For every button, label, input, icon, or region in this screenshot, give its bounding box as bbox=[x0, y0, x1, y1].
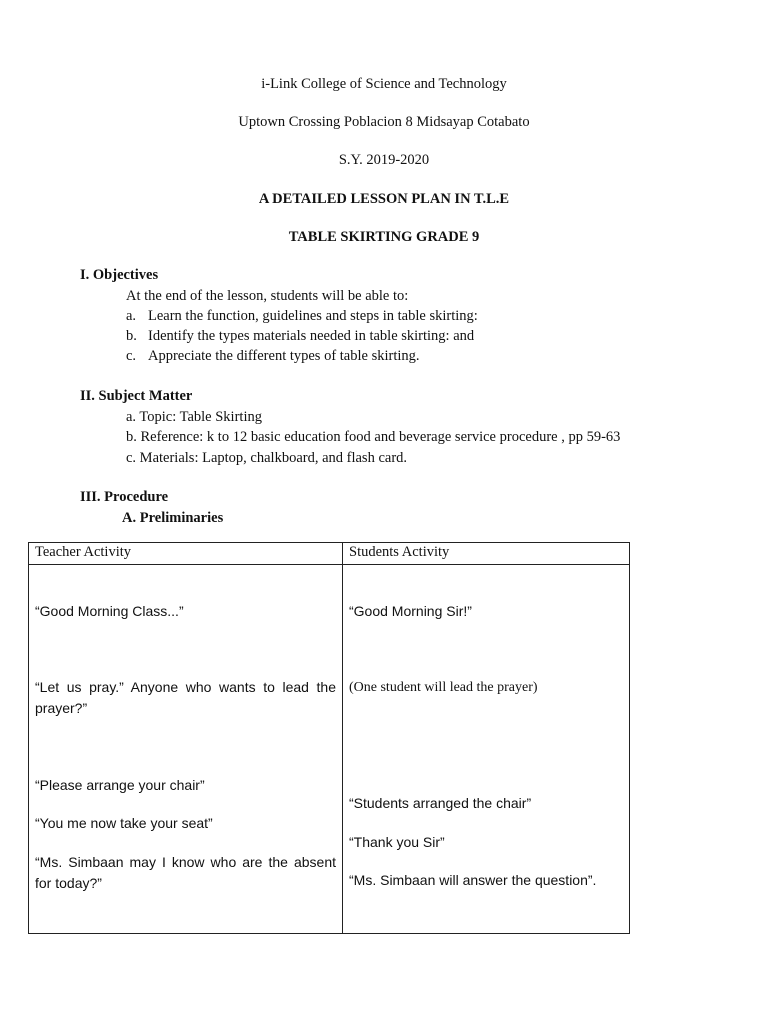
objective-item bbox=[126, 328, 474, 345]
school-name: i-Link College of Science and Technology bbox=[261, 76, 507, 92]
subject-matter-reference: b. Reference: k to 12 basic education food and beverage service procedure , pp 59-63 bbox=[126, 429, 621, 445]
objective-marker: a. bbox=[126, 308, 137, 324]
objective-item bbox=[126, 348, 420, 365]
student-line: “Students arranged the chair” bbox=[349, 795, 532, 811]
teacher-activity-header: Teacher Activity bbox=[29, 543, 343, 565]
student-line: (One student will lead the prayer) bbox=[349, 680, 538, 695]
teacher-activity-cell bbox=[29, 565, 343, 934]
objectives-heading: I. Objectives bbox=[80, 267, 159, 283]
objective-text: Learn the function, guidelines and steps in table skirting: bbox=[148, 308, 478, 324]
student-line: “Ms. Simbaan will answer the question”. bbox=[349, 872, 597, 888]
teacher-line: “You me now take your seat” bbox=[35, 815, 213, 831]
objectives-intro: At the end of the lesson, students will be able to: bbox=[126, 288, 409, 304]
objective-marker: b. bbox=[126, 328, 137, 344]
objective-item bbox=[126, 308, 478, 325]
objective-marker: c. bbox=[126, 348, 137, 364]
students-activity-cell bbox=[343, 565, 630, 934]
student-line: “Good Morning Sir!” bbox=[349, 603, 472, 619]
subject-matter-heading: II. Subject Matter bbox=[80, 388, 193, 404]
teacher-line: “Let us pray.” Anyone who wants to lead the prayer?” bbox=[35, 679, 336, 716]
school-address: Uptown Crossing Poblacion 8 Midsayap Cotabato bbox=[238, 114, 530, 130]
table-row bbox=[29, 565, 630, 934]
procedure-heading: III. Procedure bbox=[80, 489, 169, 505]
document-title: A DETAILED LESSON PLAN IN T.L.E bbox=[258, 191, 510, 207]
table-header-row bbox=[29, 543, 630, 565]
objective-text: Appreciate the different types of table skirting. bbox=[148, 348, 420, 364]
activity-table bbox=[28, 542, 630, 934]
subject-matter-topic: a. Topic: Table Skirting bbox=[126, 409, 262, 425]
school-year: S.Y. 2019-2020 bbox=[338, 152, 430, 168]
teacher-line: “Good Morning Class...” bbox=[35, 603, 184, 619]
objective-text: Identify the types materials needed in table skirting: and bbox=[148, 328, 475, 344]
subject-matter-materials: c. Materials: Laptop, chalkboard, and flash card. bbox=[126, 450, 408, 466]
teacher-line: “Ms. Simbaan may I know who are the absent for today?” bbox=[35, 854, 336, 891]
students-activity-header: Students Activity bbox=[343, 543, 630, 565]
document-subtitle: TABLE SKIRTING GRADE 9 bbox=[288, 229, 480, 245]
preliminaries-heading: A. Preliminaries bbox=[122, 510, 224, 526]
teacher-line: “Please arrange your chair” bbox=[35, 777, 205, 793]
student-line: “Thank you Sir” bbox=[349, 834, 445, 850]
